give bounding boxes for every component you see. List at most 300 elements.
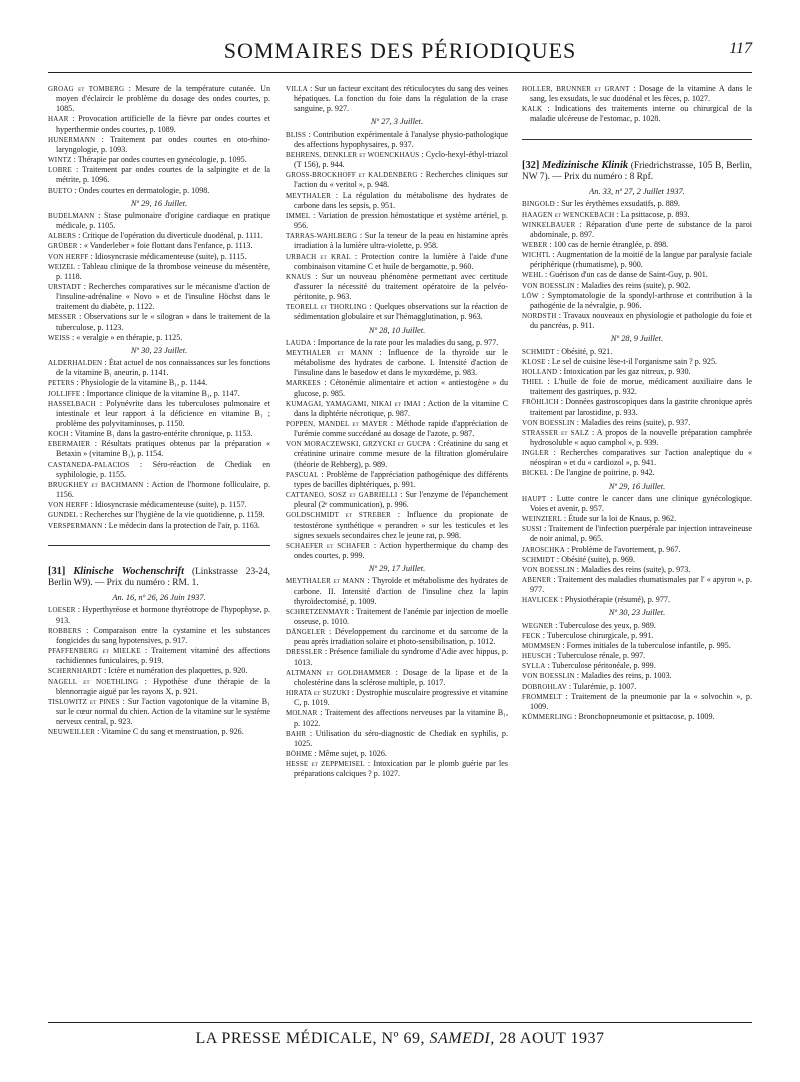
article-authors: GRÜBER [48, 242, 78, 251]
article-authors: HUNERMANN [48, 135, 96, 144]
article-title: Thérapie par ondes courtes en gynécologie, p. 1095. [77, 155, 247, 165]
article-title: Méthode rapide d'appréciation de l'urémie comme succédané au dosage de l'azote, p. 987. [294, 419, 509, 439]
article-authors: HIRATA et SUZUKI [286, 689, 350, 698]
article-entry: BINGOLD : Sur les érythèmes exsudatifs, p. 889. [522, 199, 680, 209]
article-entry: MOLNAR : Traitement des affections nerveuses par la vitamine B₁, p. 1022. [286, 708, 508, 728]
article-entry: TEORELL et THORLING : Quelques observations sur la réaction de sédimentation globulaire et sur l'hémagglutination, p. 963. [286, 302, 509, 322]
article-title: Augmentation de la moitié de la langue par paralysie faciale périphérique (rhumatisme), p. 900. [530, 250, 752, 270]
article-title: Recherches cliniques sur l'action du « veritol », p. 948. [294, 170, 509, 190]
article-title: Obésité (suite), p. 969. [561, 554, 635, 564]
article-title: Bronchopneumonie et psittacose, p. 1009. [578, 712, 715, 722]
article-title: Tuberculose rénale, p. 997. [557, 651, 646, 661]
article-title: La régulation du métabolisme des hydrates de carbone dans les sepsis, p. 951. [294, 190, 508, 210]
article-authors: THIEL [522, 378, 544, 387]
article-entry: BUDELMANN : Stase pulmonaire d'origine cardiaque en pratique médicale, p. 1105. [48, 210, 271, 231]
article-authors: KNAUS [286, 272, 312, 281]
article-title: Développement du carcinome et du sarcome de la peau après irradiation solaire et photo-sensibilisation, p. 1012. [294, 627, 509, 647]
article-authors: CATTANEO, SOSZ et GABRIELLI [286, 491, 398, 500]
footer-rule [48, 1022, 752, 1023]
article-authors: JOLLIFFE [48, 389, 81, 398]
article-title: Traitement de l'anémie par injection de moelle osseuse, p. 1010. [294, 606, 508, 626]
issue-date: Nº 28, 9 Juillet. [610, 334, 664, 344]
article-entry: FROMMELT : Traitement de la pneumonie par la « solvochin », p. 1009. [522, 691, 752, 711]
article-title: Présence familiale du syndrome d'Adie avec hippus, p. 1013. [294, 647, 509, 667]
article-title: Thyroïde et métabolisme des hydrates de carbone. II. Intensité d'action de l'insuline chez la lapin thyroïdectomisé, p. 1009. [294, 576, 508, 606]
article-entry: LOBRE : Traitement par ondes courtes de la salpingite et de la métrite, p. 1096. [48, 165, 270, 185]
article-authors: WEISS [48, 333, 70, 342]
article-authors: GROSS-BROCKHOFF et KALDENBERG [286, 171, 418, 180]
article-title: Lutte contre le cancer dans une clinique gynécologique. Voies et avenir, p. 957. [530, 493, 753, 513]
article-authors: HOLLER, BRUNNER et GRANT [522, 85, 630, 93]
article-title: Sur l'enzyme de l'épanchement pleural (2ᵉ communication), p. 996. [294, 490, 508, 510]
section-divider [522, 139, 752, 140]
article-title: Séro-réaction de Chediak en syphilologie, p. 1155. [56, 459, 270, 479]
article-entry: VON BOESSLIN : Maladies des reins (suite), p. 937. [522, 417, 691, 427]
article-entry: LÖW : Symptomatologie de la spondyl-arthrose et contribution à la pathogénie de la névralgie, p. 906. [522, 290, 752, 310]
article-title: Dystrophie musculaire progressive et vitamine C, p. 1019. [294, 688, 509, 708]
journal-details: (Linkstrasse 23-24, Berlin W9). — Prix du numéro : RM. 1. [48, 566, 270, 589]
article-entry: ABENER : Traitement des maladies rhumatismales par l' « apyron », p. 977. [522, 575, 752, 595]
article-authors: MOLNAR [286, 709, 318, 718]
article-authors: CASTANEDA-PALACIOS [48, 460, 130, 469]
article-authors: BÖHME [286, 750, 313, 758]
page-title: SOMMAIRES DES PÉRIODIQUES [223, 38, 577, 63]
article-entry: VERSPERMANN : Le médecin dans la protection de l'air, p. 1163. [48, 520, 260, 530]
article-authors: DÄNGELER [286, 628, 326, 637]
article-authors: FROMMELT [522, 692, 562, 701]
issue-date: Nº 30, 23 Juillet. [608, 608, 666, 618]
page-footer [0, 1030, 800, 1048]
article-title: Idiosyncrasie médicamenteuse (suite), p. 1115. [94, 251, 247, 261]
article-title: Étude sur la loi de Knaus, p. 962. [568, 514, 677, 524]
journal-heading [522, 152, 752, 184]
article-entry: BEHRENS, DENKLER et WOENCKHAUS : Cyclo-hexyl-éthyl-triazol (T 156), p. 944. [286, 149, 508, 170]
article-entry: GUNDEL : Recherches sur l'hygiène de la vie quotidienne, p. 1159. [48, 510, 265, 520]
article-authors: SCHERNHARDT [48, 667, 102, 676]
article-authors: NAGELL et NOETHLING [48, 677, 139, 686]
article-title: Utilisation du séro-diagnostic de Chediak en syphilis, p. 1025. [294, 728, 508, 748]
article-entry: THIEL : L'huile de foie de morue, médicament auxiliaire dans le traitement des gastriques, p. 932. [522, 377, 752, 397]
article-entry: WINKELBAUER : Réparation d'une perte de substance de la paroi abdominale, p. 897. [522, 219, 752, 239]
article-title: Créatinine du sang et créatinine urinaire comme mesure de la filtration glomérulaire (théorie de Rehberg), p. 989. [294, 439, 508, 469]
article-authors: WEHL [522, 271, 544, 280]
issue-date: Nº 28, 10 Juillet. [368, 325, 426, 335]
article-title: Tuberculose péritonéale, p. 999. [551, 661, 656, 671]
article-title: Formes initiales de la tuberculose infantile, p. 995. [566, 640, 731, 650]
article-entry: IMMEL : Variation de pression hémostatique et système artériel, p. 956. [286, 210, 508, 231]
article-title: Cétonémie alimentaire et action « antiestogène » du glucose, p. 985. [294, 378, 509, 398]
article-entry: ROBBERS : Comparaison entre la cystamine et les substances fongicides du sang hypotensives, p. 917. [48, 625, 270, 645]
article-entry: TARRAS-WAHLBERG : Sur la teneur de la peau en histamine après irradiation à la lumière ultra-violette, p. 958. [286, 231, 508, 251]
article-title: « Vanderleber » foie flottant dans l'enfance, p. 1113. [83, 241, 253, 251]
article-title: Tuberculose des yeux, p. 989. [559, 620, 656, 630]
article-entry: SCHMIDT : Obésité (suite), p. 969. [522, 554, 635, 564]
journal-heading [48, 558, 270, 590]
article-entry: HOLLER, BRUNNER et GRANT : Dosage de la vitamine A dans le sang, les exsudats, le suc duodénal et les fèces, p. 1027. [522, 84, 753, 104]
article-entry: SCHRETZENMAYR : Traitement de l'anémie par injection de moelle osseuse, p. 1010. [286, 606, 508, 626]
article-authors: HAAR [48, 115, 69, 124]
article-entry: VON BOESSLIN : Maladies des reins (suite), p. 902. [522, 280, 691, 290]
journal-details: (Friedrichstrasse, 105 B, Berlin, NW 7). — Prix du numéro : 8 Rpf. [522, 160, 753, 182]
article-authors: VILLA [286, 85, 308, 93]
article-entry: HESSE et ZEPPMEISEL : Intoxication par le plomb guérie par les préparations calciques ? p. 1027. [286, 759, 508, 779]
article-title: « veralgie » en thérapie, p. 1125. [76, 332, 183, 342]
article-title: Problème de l'avortement, p. 967. [571, 544, 681, 554]
article-title: Influence du propionate de testostérone synthétique « perandren » sur les testicules et les signes sexuels secondaires chez le jeune rat, p. 998. [294, 510, 508, 540]
header-rule [48, 72, 752, 73]
article-entry: WEGNER : Tuberculose des yeux, p. 989. [522, 620, 656, 630]
article-title: Intoxication par le plomb guérie par les préparations calciques ? p. 1027. [294, 759, 508, 779]
article-authors: KALK [522, 105, 543, 114]
article-title: Sur un facteur excitant des réticulocytes du sang des veines hépatiques. La fonction du foie dans la régulation de la crase sanguine, p. 927. [294, 84, 508, 114]
article-entry: VON HERFF : Idiosyncrasie médicamenteuse (suite), p. 1115. [48, 251, 247, 261]
article-authors: ROBBERS [48, 626, 82, 635]
article-title: Cyclo-hexyl-éthyl-triazol (T 156), p. 944. [294, 149, 508, 170]
article-title: Polynévrite dans les tuberculoses pulmonaire et intestinale et leur rapport à la déficience en vitamine B₁ ; problème des polyvitaminoses, p. 1150. [56, 398, 271, 428]
article-authors: BUDELMANN [48, 211, 95, 220]
article-title: Provocation artificielle de la fièvre par ondes courtes et hyperthermie ondes courtes, p. 1089. [56, 114, 271, 134]
article-entry: WEINZIERL : Étude sur la loi de Knaus, p. 962. [522, 514, 677, 524]
article-authors: FRÖHLICH [522, 398, 559, 407]
article-entry: BÖHME : Même sujet, p. 1026. [286, 749, 387, 758]
article-title: Sur l'action vagotonique de la vitamine B₁ sur le cœur normal du chien. Action de la vitamine sur le système nerveux central, p. 923. [56, 696, 270, 727]
article-authors: KOCH [48, 430, 69, 439]
article-entry: KNAUS : Sur un nouveau phénomène permettant avec certitude d'assurer la nécessité du traitement opératoire de la pelvéo-péritonite, p. 963. [286, 271, 508, 302]
article-title: Recherches comparatives sur l'action analeptique du « néospiran » et du « cardiozol », p. 941. [530, 448, 752, 468]
article-authors: PETERS [48, 379, 75, 388]
article-entry: KUMAGAI, YAMAGAMI, NIKAI et IMAI : Action de la vitamine C dans la diphtérie nécrotique, p. 987. [286, 398, 508, 418]
section-divider [48, 545, 270, 546]
article-entry: ALTMANN et GOLDHAMMER : Dosage de la lipase et de la cholestérine dans la sclérose multiple, p. 1017. [286, 667, 508, 687]
article-authors: URBACH et KRAL [286, 252, 351, 261]
article-title: Maladies des reins (suite), p. 973. [581, 564, 691, 574]
article-entry: MOMMSEN : Formes initiales de la tuberculose infantile, p. 995. [522, 640, 731, 650]
issue-date: An. 16, nº 26, 26 Juin 1937. [112, 593, 206, 603]
footer-date: 28 AOUT 1937 [494, 1030, 605, 1047]
article-title: Intoxication par les gaz nitreux, p. 930. [563, 366, 691, 376]
article-title: Traitement des affections nerveuses par la vitamine B₁, p. 1022. [294, 708, 508, 728]
article-title: Quelques observations sur la réaction de sédimentation globulaire et sur l'hémagglutination, p. 963. [294, 302, 509, 322]
article-entry: LAUDA : Importance de la rate pour les maladies du sang, p. 977. [286, 337, 499, 347]
article-title: Sur un nouveau phénomène permettant avec certitude d'assurer la nécessité du traitement opératoire de la pelvéo-péritonite, p. 963. [294, 271, 508, 302]
article-entry: HASSELBACH : Polynévrite dans les tuberculoses pulmonaire et intestinale et leur rapport à la déficience en vitamine B₁ ; problème des polyvitaminoses, p. 1150. [48, 398, 271, 428]
article-authors: KUMAGAI, YAMAGAMI, NIKAI et IMAI [286, 399, 421, 408]
article-authors: MESSER [48, 313, 77, 322]
article-entry: HAVLICEK : Physiothérapie (résumé), p. 977. [522, 595, 670, 605]
article-title: Traitement de la pneumonie par la « solvochin », p. 1009. [530, 691, 752, 711]
article-authors: BUETO [48, 186, 73, 195]
article-authors: TISLOWITZ et PINES [48, 697, 120, 706]
article-title: Action de la vitamine C dans la diphtérie nécrotique, p. 987. [294, 398, 508, 418]
article-entry: HOLLAND : Intoxication par les gaz nitreux, p. 930. [522, 366, 691, 376]
article-title: Maladies des reins (suite), p. 902. [581, 280, 691, 290]
article-title: Physiothérapie (résumé), p. 977. [564, 595, 670, 605]
article-title: Vitamine B₁ dans la gastro-entérite chronique, p. 1153. [74, 429, 253, 439]
article-authors: BICKEL [522, 469, 549, 478]
article-authors: HOLLAND [522, 367, 558, 376]
column-left [48, 84, 270, 738]
article-authors: BRUGKHEY et BACHMANN [48, 480, 144, 489]
article-title: Obésité, p. 921. [561, 346, 613, 356]
article-authors: JAROSCHKA [522, 545, 566, 554]
article-title: Comparaison entre la cystamine et les substances fongicides du sang hypotensives, p. 917. [56, 625, 270, 645]
article-authors: VON BOESSLIN [522, 672, 575, 681]
article-entry: GRÜBER : « Vanderleber » foie flottant dans l'enfance, p. 1113. [48, 241, 253, 251]
page-header [0, 38, 800, 68]
article-title: Réparation d'une perte de substance de la paroi abdominale, p. 897. [530, 219, 752, 239]
article-title: Protection contre la lumière à l'aide d'une combinaison vitamine C et huile de bergamotte, p. 960. [294, 251, 509, 271]
article-title: Hyperthyréose et hormone thyréotrope de l'hypophyse, p. 913. [56, 605, 271, 625]
article-entry: WICHTL : Augmentation de la moitié de la langue par paralysie faciale périphérique (rhumatisme), p. 900. [522, 250, 752, 270]
article-entry: URSTADT : Recherches comparatives sur le mécanisme d'action de l'insuline-adrénaline « Novo » et de l'insuline Höchst dans le traitement du diabète, p. 1122. [48, 281, 270, 312]
article-entry: BICKEL : De l'angine de poitrine, p. 942. [522, 468, 655, 478]
article-entry: BAHR : Utilisation du séro-diagnostic de Chediak en syphilis, p. 1025. [286, 728, 508, 748]
article-authors: KLOSE [522, 357, 546, 366]
article-title: Dosage de la vitamine A dans le sang, les exsudats, le suc duodénal et les fèces, p. 1027. [530, 84, 753, 104]
article-title: État actuel de nos connaissances sur les fonctions de la vitamine B₁ aneurin, p. 1141. [56, 358, 270, 378]
article-authors: VON MORACZEWSKI, GRZYCKI et GUCPA [286, 440, 431, 449]
article-entry: MEYTHALER : La régulation du métabolisme des hydrates de carbone dans les sepsis, p. 951. [286, 190, 508, 210]
article-authors: HESSE et ZEPPMEISEL [286, 760, 365, 769]
article-title: Le médecin dans la protection de l'air, p. 1163. [108, 520, 260, 530]
article-authors: HAAGEN et WENCKEBACH [522, 210, 615, 219]
article-authors: HAUPT [522, 494, 547, 503]
article-title: La psittacose, p. 893. [620, 209, 690, 219]
page-number: 117 [729, 40, 752, 57]
article-authors: WEINZIERL [522, 515, 562, 524]
article-authors: LAUDA [286, 338, 312, 347]
article-authors: MOMMSEN [522, 641, 561, 650]
article-title: Action de l'hormone folliculaire, p. 1156. [56, 479, 270, 500]
article-title: De l'angine de poitrine, p. 942. [554, 468, 655, 478]
article-title: Ondes courtes en dermatologie, p. 1098. [78, 185, 210, 195]
article-title: Même sujet, p. 1026. [318, 749, 387, 758]
article-authors: GOLDSCHMIDT et STREBER [286, 511, 392, 520]
article-title: Physiologie de la vitamine B₁, p. 1144. [80, 378, 208, 388]
article-authors: SCHMIDT [522, 347, 555, 356]
article-title: Dosage de la lipase et de la cholestérine dans la sclérose multiple, p. 1017. [294, 667, 508, 687]
article-entry: HUNERMANN : Traitement par ondes courtes en oto-rhino-laryngologie, p. 1093. [48, 134, 270, 154]
article-title: Mesure de la température cutanée. Un moyen d'éclaircir le problème du dosage des ondes courtes, p. 1085. [56, 84, 270, 114]
article-entry: NEUWEILLER : Vitamine C du sang et menstruation, p. 926. [48, 727, 244, 737]
article-authors: HASSELBACH [48, 399, 96, 408]
article-authors: SUSSI [522, 525, 543, 534]
article-title: L'huile de foie de morue, médicament auxiliaire dans le traitement des gastriques, p. 932. [530, 377, 752, 397]
article-title: Problème de l'appréciation pathogénique des différents types de bacilles diphtériques, p. 991. [294, 469, 508, 489]
article-authors: ALDERHALDEN [48, 359, 103, 368]
article-authors: KÜMMERLING [522, 713, 573, 722]
article-entry: PETERS : Physiologie de la vitamine B₁, p. 1144. [48, 378, 208, 388]
article-title: Symptomatologie de la spondyl-arthrose et contribution à la pathogénie de la névralgie, p. 906. [530, 290, 752, 310]
journal-name: Klinische Wochenschrift [73, 565, 184, 577]
article-entry: ALBERS : Critique de l'opération du diverticule duodénal, p. 1111. [48, 231, 263, 241]
article-entry: MEYTHALER et MANN : Thyroïde et métabolisme des hydrates de carbone. II. Intensité d'action de l'insuline chez la lapin thyroïdectomisé, p. 1009. [286, 576, 508, 606]
article-title: Sur la teneur de la peau en histamine après irradiation à la lumière ultra-violette, p. 958. [294, 231, 508, 251]
footer-publication: LA PRESSE MÉDICALE, Nº 69, [195, 1030, 430, 1047]
article-authors: POPPEN, MANDEL et MAYER [286, 420, 388, 428]
article-entry: VON BOESSLIN : Maladies des reins (suite), p. 973. [522, 564, 691, 574]
article-title: Maladies des reins, p. 1003. [581, 671, 672, 681]
article-entry: NORDSTH : Travaux nouveaux en physiologie et pathologie du foie et du pancréas, p. 911. [522, 311, 752, 331]
article-entry: EBERMAIER : Résultats pratiques obtenus par la préparation « Betaxin » (vitamine B₁), p. 1154. [48, 439, 270, 459]
article-entry: HIRATA et SUZUKI : Dystrophie musculaire progressive et vitamine C, p. 1019. [286, 688, 509, 708]
article-authors: MARKEES [286, 379, 321, 388]
article-entry: SUSSI : Traitement de l'infection puerpérale par injection intraveineuse de noir animal, p. 965. [522, 524, 752, 544]
article-entry: BUETO : Ondes courtes en dermatologie, p. 1098. [48, 185, 210, 195]
article-title: Traitement de l'infection puerpérale par injection intraveineuse de noir animal, p. 965. [530, 524, 752, 544]
article-title: Idiosyncrasie médicamenteuse (suite), p. 1157. [94, 500, 247, 510]
article-entry: SYLLA : Tuberculose péritonéale, p. 999. [522, 661, 656, 671]
article-entry: HAUPT : Lutte contre le cancer dans une clinique gynécologique. Voies et avenir, p. 957. [522, 493, 753, 513]
article-entry: LOESER : Hyperthyréose et hormone thyréotrope de l'hypophyse, p. 913. [48, 605, 271, 625]
article-entry: DÄNGELER : Développement du carcinome et du sarcome de la peau après irradiation solaire et photo-sensibilisation, p. 1012. [286, 627, 509, 647]
article-entry: GROSS-BROCKHOFF et KALDENBERG : Recherches cliniques sur l'action du « veritol », p. 948. [286, 170, 509, 190]
article-entry: HAAGEN et WENCKEBACH : La psittacose, p. 893. [522, 209, 690, 219]
article-authors: FECK [522, 631, 541, 640]
article-title: Tularémie, p. 1007. [573, 681, 637, 691]
article-authors: VON HERFF [48, 501, 89, 510]
article-authors: DRESSLER [286, 648, 323, 657]
article-entry: DOBROHLAV : Tularémie, p. 1007. [522, 681, 637, 691]
article-authors: SCHRETZENMAYR [286, 607, 350, 616]
article-title: Guérison d'un cas de danse de Saint-Guy, p. 901. [549, 270, 708, 280]
article-authors: WEIZEL [48, 262, 76, 271]
article-entry: ALDERHALDEN : État actuel de nos connaissances sur les fonctions de la vitamine B₁ aneurin, p. 1141. [48, 358, 270, 378]
issue-date: Nº 27, 3 Juillet. [370, 117, 424, 127]
article-entry: VILLA : Sur un facteur excitant des réticulocytes du sang des veines hépatiques. La fonction du foie dans la régulation de la crase sanguine, p. 927. [286, 84, 508, 114]
article-title: 100 cas de hernie étranglée, p. 898. [553, 240, 669, 249]
footer-day: SAMEDI, [429, 1030, 495, 1047]
article-authors: LOBRE [48, 166, 72, 175]
article-entry: CASTANEDA-PALACIOS : Séro-réaction de Chediak en syphilologie, p. 1155. [48, 459, 270, 479]
article-authors: ALBERS [48, 232, 77, 241]
article-authors: PASCUAL [286, 470, 319, 479]
article-title: Tuberculose chirurgicale, p. 991. [546, 630, 654, 640]
issue-date: Nº 29, 16 Juillet. [608, 481, 666, 491]
article-authors: EBERMAIER [48, 440, 91, 449]
article-entry: KÜMMERLING : Bronchopneumonie et psittacose, p. 1009. [522, 712, 715, 722]
article-entry: CATTANEO, SOSZ et GABRIELLI : Sur l'enzyme de l'épanchement pleural (2ᵉ communication), p. 996. [286, 490, 508, 510]
article-entry: VON BOESSLIN : Maladies des reins, p. 1003. [522, 671, 672, 681]
article-entry: SCHAEFER et SCHAFER : Action hyperthermique du champ des ondes courtes, p. 999. [286, 540, 508, 561]
article-title: Sur les érythèmes exsudatifs, p. 889. [561, 199, 680, 209]
article-entry: WEISS : « veralgie » en thérapie, p. 1125. [48, 332, 183, 342]
article-authors: ABENER [522, 576, 552, 584]
article-title: Résultats pratiques obtenus par la préparation « Betaxin » (vitamine B₁), p. 1154. [56, 439, 270, 459]
article-entry: MESSER : Observations sur le « silogran » dans le traitement de la tuberculose, p. 1123. [48, 312, 270, 332]
article-authors: VON BOESSLIN [522, 565, 575, 574]
article-title: Stase pulmonaire d'origine cardiaque en pratique médicale, p. 1105. [56, 210, 271, 231]
journal-number: [32] [522, 159, 540, 171]
article-entry: KLOSE : Le sel de cuisine lèse-t-il l'organisme sain ? p. 925. [522, 356, 718, 366]
article-authors: BLISS [286, 130, 307, 139]
journal-name: Medizinische Klinik [541, 159, 629, 171]
article-title: Travaux nouveaux en physiologie et pathologie du foie et du pancréas, p. 911. [530, 311, 752, 331]
article-entry: SCHMIDT : Obésité, p. 921. [522, 346, 613, 356]
article-title: Traitement des maladies rhumatismales par l' « apyron », p. 977. [530, 575, 752, 595]
journal-number: [31] [48, 565, 66, 577]
article-title: Importance clinique de la vitamine B₁, p. 1147. [86, 388, 240, 398]
article-entry: POPPEN, MANDEL et MAYER : Méthode rapide d'appréciation de l'urémie comme succédané au dosage de l'azote, p. 987. [286, 419, 509, 439]
issue-date: An. 33, nº 27, 2 Juillet 1937. [589, 187, 685, 197]
article-title: Tableau clinique de la thrombose veineuse du mésentère, p. 1118. [56, 261, 270, 281]
article-authors: ALTMANN et GOLDHAMMER [286, 668, 391, 677]
article-authors: NEUWEILLER [48, 728, 96, 737]
article-title: Recherches sur l'hygiène de la vie quotidienne, p. 1159. [84, 510, 265, 520]
article-authors: GUNDEL [48, 511, 78, 520]
article-authors: HEUSCH [522, 652, 552, 661]
article-authors: MEYTHALER [286, 191, 331, 200]
article-authors: SYLLA [522, 662, 546, 671]
article-entry: BRUGKHEY et BACHMANN : Action de l'hormone folliculaire, p. 1156. [48, 479, 270, 500]
issue-date: Nº 29, 17 Juillet. [368, 564, 426, 574]
article-authors: NORDSTH [522, 312, 557, 321]
article-entry: FECK : Tuberculose chirurgicale, p. 991. [522, 630, 654, 640]
column-middle [286, 84, 508, 779]
article-entry: PFAFFENBERG et MIELKE : Traitement vitaminé des affections rachidiennes funiculaires, p. 919. [48, 646, 270, 666]
article-title: Observations sur le « silogran » dans le traitement de la tuberculose, p. 1123. [56, 312, 270, 332]
article-authors: VERSPERMANN [48, 521, 103, 530]
article-entry: URBACH et KRAL : Protection contre la lumière à l'aide d'une combinaison vitamine C et huile de bergamotte, p. 960. [286, 251, 509, 271]
article-entry: GROAG et TOMBERG : Mesure de la température cutanée. Un moyen d'éclaircir le problème du dosage des ondes courtes, p. 1085. [48, 84, 270, 114]
article-title: Traitement par ondes courtes de la salpingite et de la métrite, p. 1096. [56, 165, 270, 185]
article-title: Données gastroscopiques dans la gastrite chronique après traitement par larostidine, p. 933. [530, 397, 752, 417]
article-authors: VON BOESSLIN [522, 418, 575, 427]
article-authors: STRASSER et SALZ [522, 428, 589, 437]
article-entry: WEHL : Guérison d'un cas de danse de Saint-Guy, p. 901. [522, 270, 708, 280]
article-authors: TEORELL et THORLING [286, 303, 367, 312]
article-title: Influence de la thyroïde sur le métabolisme des hydrates de carbone. I. Intensité d'action de l'insuline dans le basedow et dans le myxœdème, p. 983. [294, 347, 508, 378]
article-title: Variation de pression hémostatique et système artériel, p. 956. [294, 210, 508, 231]
article-entry: BLISS : Contribution expérimentale à l'analyse physio-pathologique des affections hypophysaires, p. 937. [286, 129, 509, 149]
article-authors: WINKELBAUER [522, 220, 576, 229]
article-authors: SCHMIDT [522, 555, 555, 564]
column-right [522, 84, 752, 722]
article-title: Maladies des reins (suite), p. 937. [581, 417, 691, 427]
article-title: Action hyperthermique du champ des ondes courtes, p. 999. [294, 540, 508, 561]
article-entry: KALK : Indications des traitements interne ou chirurgical de la maladie ulcéreuse de l'estomac, p. 1028. [522, 104, 752, 124]
article-entry: GOLDSCHMIDT et STREBER : Influence du propionate de testostérone synthétique « perandren » sur les testicules et les signes sexuels secondaires chez le jeune rat, p. 998. [286, 510, 508, 540]
article-authors: SCHAEFER et SCHAFER [286, 541, 371, 550]
article-authors: BINGOLD [522, 200, 555, 209]
article-authors: PFAFFENBERG et MIELKE [48, 647, 141, 656]
article-entry: VON MORACZEWSKI, GRZYCKI et GUCPA : Créatinine du sang et créatinine urinaire comme mesure de la filtration glomérulaire (théorie de Rehberg), p. 989. [286, 439, 508, 469]
article-title: Critique de l'opération du diverticule duodénal, p. 1111. [82, 231, 263, 241]
article-authors: WINTZ [48, 156, 72, 165]
article-authors: TARRAS-WAHLBERG [286, 232, 358, 241]
article-entry: HEUSCH : Tuberculose rénale, p. 997. [522, 651, 646, 661]
article-entry: WEIZEL : Tableau clinique de la thrombose veineuse du mésentère, p. 1118. [48, 261, 270, 281]
article-authors: LÖW [522, 291, 539, 300]
article-entry: DRESSLER : Présence familiale du syndrome d'Adie avec hippus, p. 1013. [286, 647, 509, 667]
article-authors: IMMEL [286, 211, 311, 220]
article-authors: BEHRENS, DENKLER et WOENCKHAUS [286, 150, 420, 159]
article-authors: VON BOESSLIN [522, 281, 575, 290]
article-title: Vitamine C du sang et menstruation, p. 926. [101, 727, 244, 737]
article-entry: JOLLIFFE : Importance clinique de la vitamine B₁, p. 1147. [48, 388, 240, 398]
article-entry: SCHERNHARDT : Ictère et numération des plaquettes, p. 920. [48, 666, 248, 676]
article-authors: GROAG et TOMBERG [48, 85, 125, 93]
article-entry: MARKEES : Cétonémie alimentaire et action « antiestogène » du glucose, p. 985. [286, 378, 509, 398]
article-title: Ictère et numération des plaquettes, p. 920. [108, 666, 248, 676]
article-title: A propos de la nouvelle préparation camphrée hydrosoluble « aquo camphol », p. 939. [530, 427, 752, 447]
article-authors: WEGNER [522, 621, 554, 630]
article-title: Traitement vitaminé des affections rachidiennes funiculaires, p. 919. [56, 646, 270, 666]
article-title: Hypothèse d'une thérapie de la blennorragie aiguë par les rayons X, p. 921. [56, 676, 270, 696]
article-entry: NAGELL et NOETHLING : Hypothèse d'une thérapie de la blennorragie aiguë par les rayons X, p. 921. [48, 676, 270, 696]
article-authors: MEYTHALER et MANN [286, 348, 373, 357]
article-authors: MEYTHALER et MANN [286, 577, 365, 586]
